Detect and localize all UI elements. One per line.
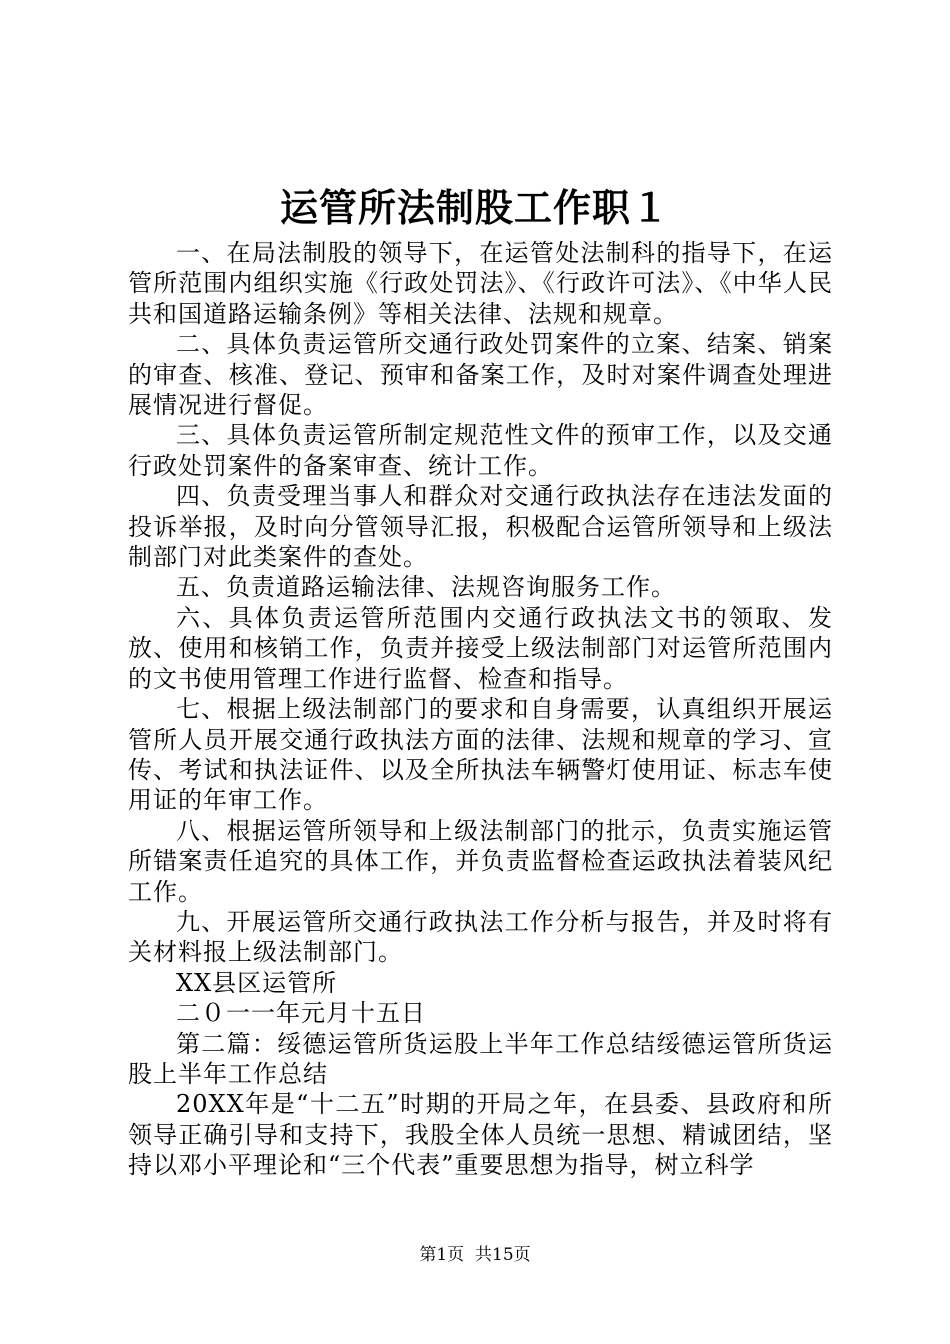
paragraph: 五、负责道路运输法律、法规咨询服务工作。	[176, 573, 676, 602]
paragraph: 六、具体负责运管所范围内交通行政执法文书的领取、发放、使用和核销工作，负责并接受上级法制部门对运管所范围内的文书使用管理工作进行监督、检查和指导。	[128, 603, 833, 693]
paragraph: 七、根据上级法制部门的要求和自身需要，认真组织开展运管所人员开展交通行政执法方面的法律、法规和规章的学习、宣传、考试和执法证件、以及全所执法车辆警灯使用证、标志车使用证的年审工作。	[128, 695, 833, 815]
document-title: 运管所法制股工作职１	[279, 185, 670, 230]
page-number: 第1页	[419, 1245, 465, 1265]
paragraph: 四、负责受理当事人和群众对交通行政执法存在违法发面的投诉举报，及时向分管领导汇报，积极配合运管所领导和上级法制部门对此类案件的查处。	[128, 482, 833, 572]
paragraph: 20XX年是“十二五”时期的开局之年，在县委、县政府和所领导正确引导和支持下，我股全体人员统一思想、精诚团结，坚持以邓小平理论和“三个代表”重要思想为指导，树立科学	[128, 1090, 833, 1180]
signature-date: 二０一一年元月十五日	[176, 999, 426, 1028]
signature-organization: XX县区运管所	[176, 968, 338, 997]
paragraph: 八、根据运管所领导和上级法制部门的批示，负责实施运管所错案责任追究的具体工作，并负责监督检查运政执法着装风纪工作。	[128, 816, 833, 906]
document-body	[128, 238, 833, 1181]
page-footer	[0, 1244, 950, 1266]
page-total: 共15页	[475, 1245, 531, 1265]
section-heading: 第二篇：绥德运管所货运股上半年工作总结绥德运管所货运股上半年工作总结	[128, 1029, 833, 1088]
paragraph: 九、开展运管所交通行政执法工作分析与报告，并及时将有关材料报上级法制部门。	[128, 907, 833, 967]
paragraph: 一、在局法制股的领导下，在运管处法制科的指导下，在运管所范围内组织实施《行政处罚法》、《行政许可法》、《中华人民共和国道路运输条例》等相关法律、法规和规章。	[128, 239, 833, 328]
paragraph: 三、具体负责运管所制定规范性文件的预审工作，以及交通行政处罚案件的备案审查、统计工作。	[128, 421, 833, 480]
footer-separator	[464, 1245, 475, 1265]
paragraph: 二、具体负责运管所交通行政处罚案件的立案、结案、销案的审查、核准、登记、预审和备案工作，及时对案件调查处理进展情况进行督促。	[128, 330, 833, 420]
